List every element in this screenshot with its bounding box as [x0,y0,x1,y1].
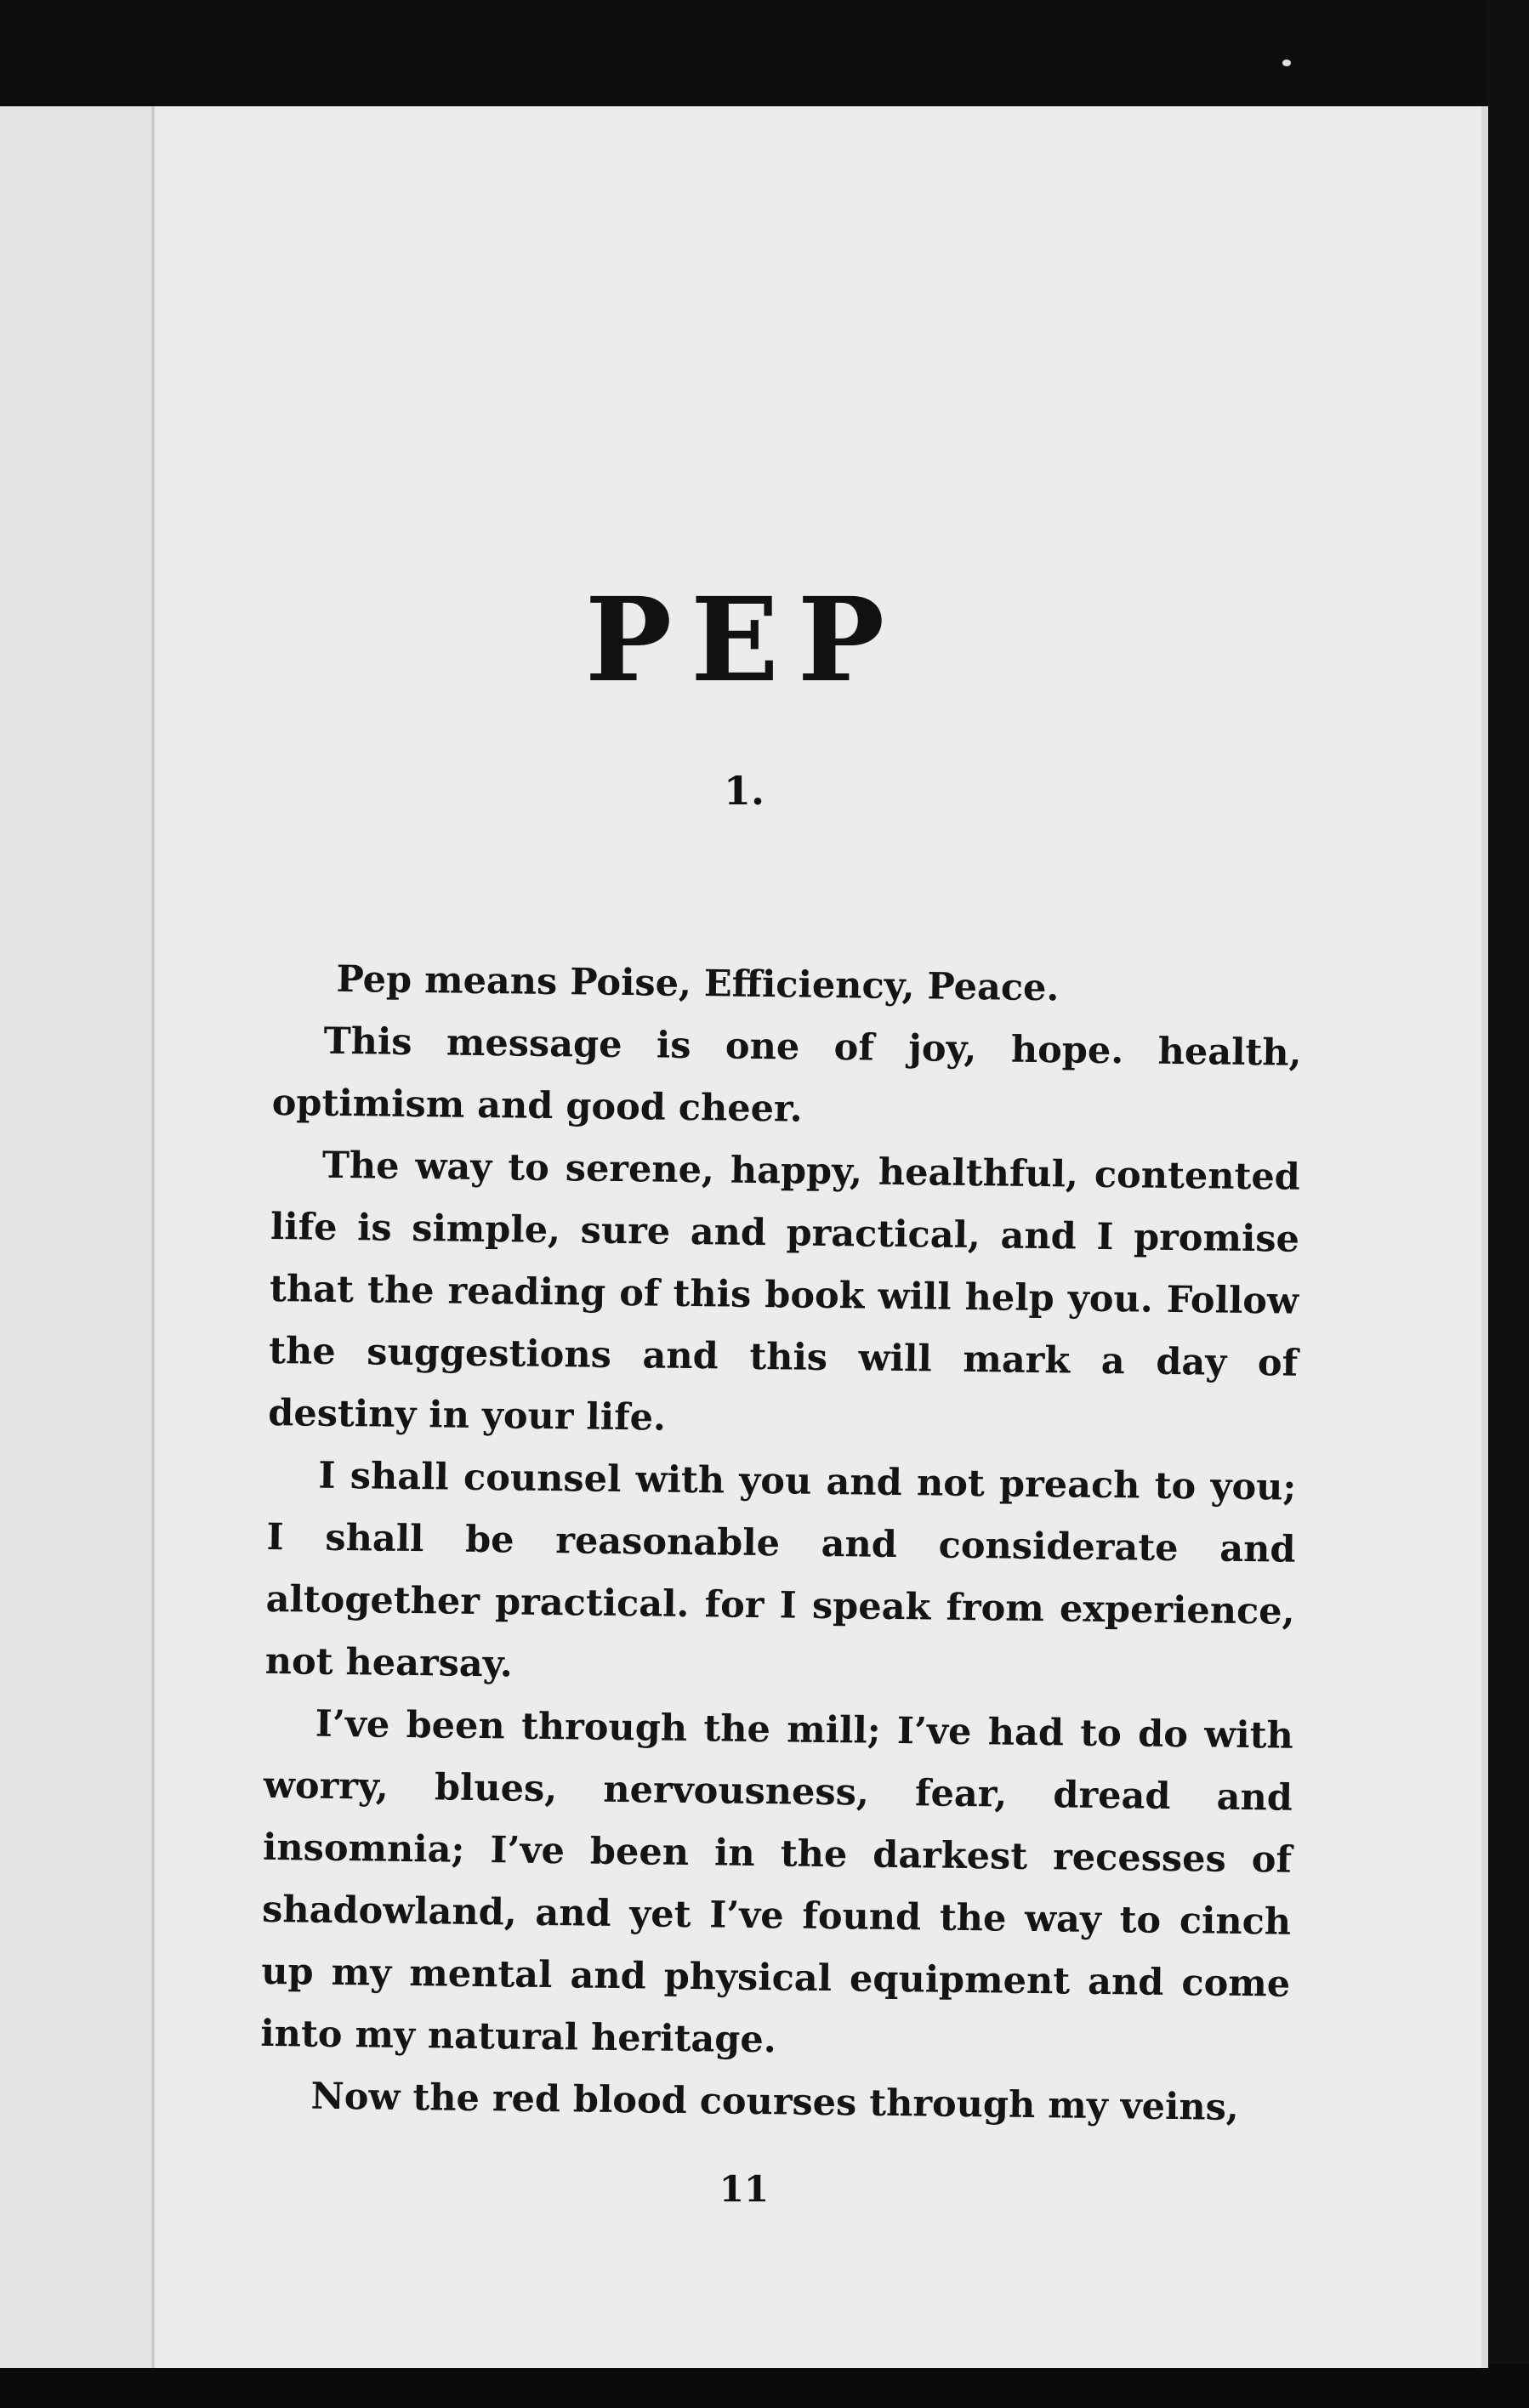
scan-background-right [1486,0,1529,2408]
paragraph: I shall counsel with you and not preach to you; I shall be reasonable and considerate and altogether practical. for I speak from experience, not hearsay. [264,1454,1297,1686]
paragraph: Now the red blood courses through my veins, [310,2075,1240,2129]
page-title: PEP [584,572,904,708]
scan-background-bottom [0,2364,1529,2408]
book-page [0,106,1488,2368]
scan-speck [1282,60,1291,66]
chapter-number: 1. [723,768,765,814]
body-text [259,948,1303,2140]
paragraph: This message is one of joy, hope. health, optimism and good cheer. [271,1019,1302,1131]
page-gutter [0,106,151,2368]
paragraph: I’ve been through the mill; I’ve had to do with worry, blues, nervousness, fear, dread and insomnia; I’ve been in the darkest recesses of shadowland, and yet I’ve found the way to cinch up my mental and physical equipment and come into my natural heritage. [260,1702,1294,2062]
page-fold-line [151,106,155,2368]
scan-background-top [0,0,1529,111]
page-number: 11 [719,2168,770,2210]
paragraph: The way to serene, happy, healthful, contented life is simple, sure and practical, and I promise that the reading of this book will help you. Follow the suggestions and this will mark a day of destiny in your life. [268,1144,1301,1440]
paragraph: Pep means Poise, Efficiency, Peace. [336,957,1060,1010]
